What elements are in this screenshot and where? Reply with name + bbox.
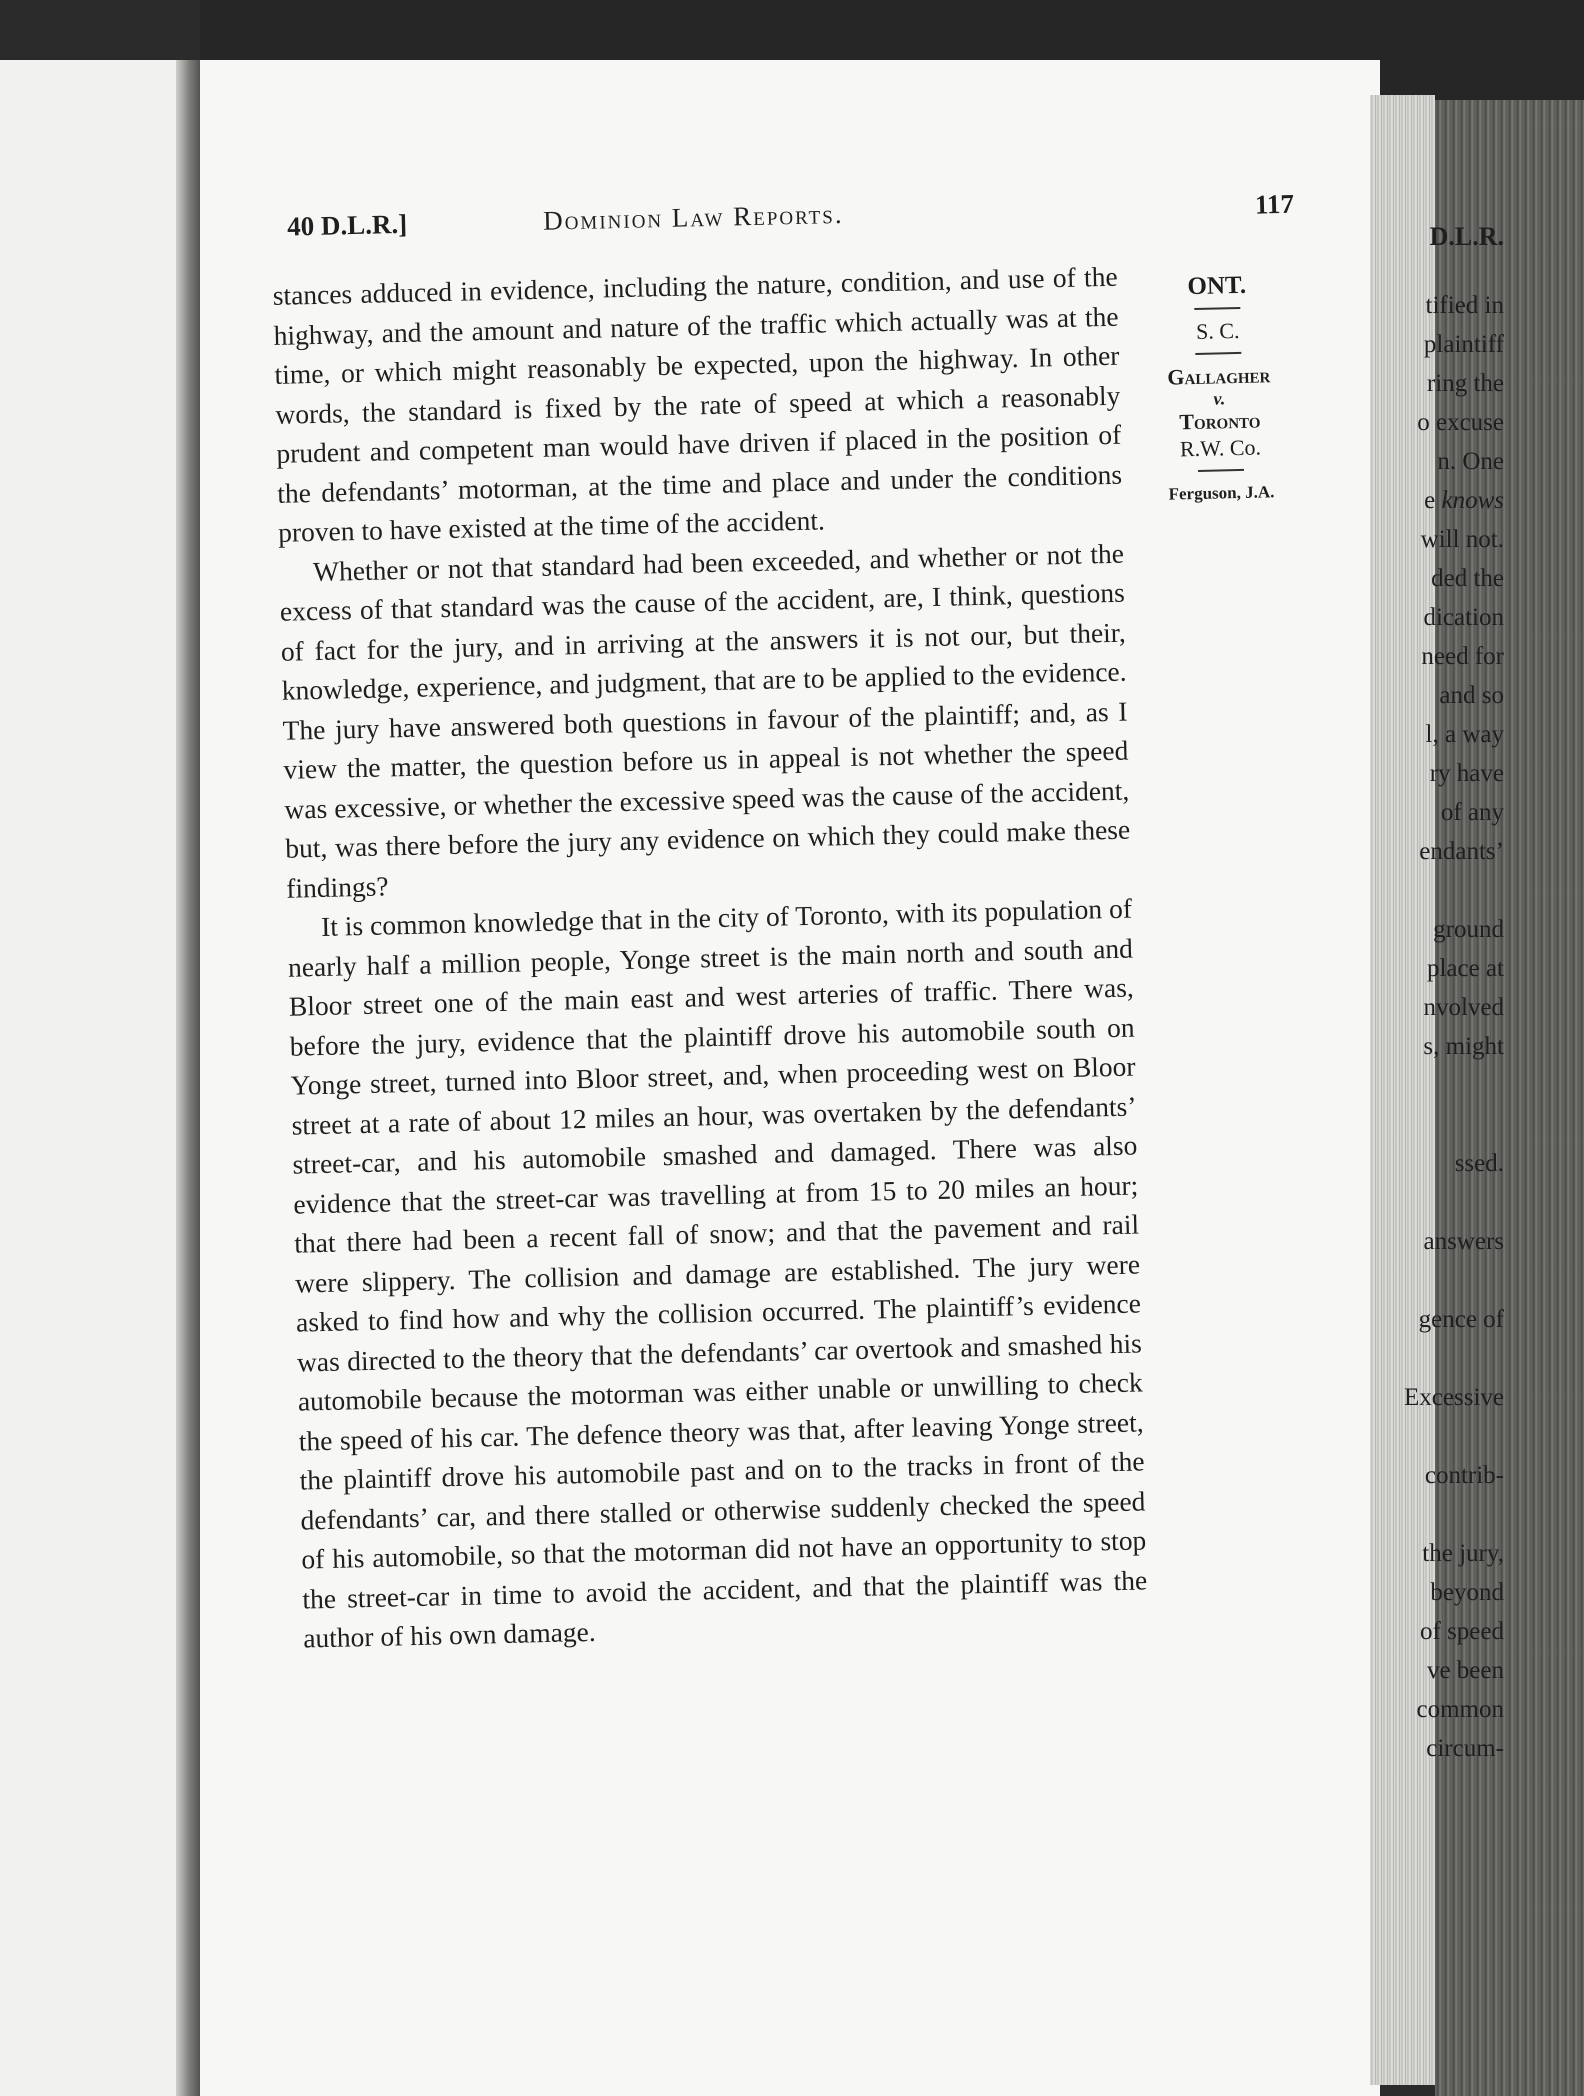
left-page-line: ssed.	[1454, 1150, 1504, 1177]
left-page-line: nvolved	[1423, 994, 1504, 1021]
left-page-line: ring the	[1426, 370, 1504, 397]
left-page-line: dication	[1423, 604, 1504, 631]
left-page-line: beyond	[1430, 1579, 1504, 1606]
left-page-line: common	[1416, 1696, 1504, 1723]
left-page-line: gence of	[1418, 1306, 1504, 1333]
margin-party2: Toronto	[1179, 407, 1261, 435]
left-page-line: of speed	[1420, 1618, 1504, 1645]
left-page-line: l, a way	[1425, 721, 1504, 748]
left-page-line: ry have	[1429, 760, 1504, 787]
left-page-line: e knows	[1424, 487, 1504, 514]
paragraph: It is common knowledge that in the city of Toronto, with its population of nearly half a million people, Yonge street is the main north and south and Bloor street one of the main east and west arteries of traffic. There was, before the jury, evidence that the plaintiff drove his automobile south on Yonge street, turned into Bloor street, and, when proceeding west on Bloor street at a rate of about 12 miles an hour, was overtaken by the defendants’ street-car, and his automobile smashed and damaged. There was also evidence that the street-car was travelling at from 15 to 20 miles an hour; that there had been a recent fall of snow; and that the pavement and rail were slippery. The collision and damage are established. The jury were asked to find how and why the collision occurred. The plaintiff’s evidence was directed to the theory that the defendants’ car overtook and smashed his automobile because the motorman was either unable or unwilling to check the speed of his car. The defence theory was that, after leaving Yonge street, the plaintiff drove his automobile past and on to the tracks in front of the defendants’ car, and there stalled or otherwise suddenly checked the speed of his automobile, so that the motorman did not have an opportunity to stop the street-car in time to avoid the accident, and that the plaintiff was the author of his own damage.	[287, 892, 1148, 1654]
margin-court: S. C.	[1195, 317, 1240, 344]
paragraph: Whether or not that standard had been exceeded, and whether or not the excess of that standard was the cause of the accident, are, I think, questions of fact for the jury, and in arriving at the answers it is not our, but their, knowledge, experience, and judgment, that are to be applied to the evidence. The jury have answered both questions in favour of the plaintiff; and, as I view the matter, the question before us in appeal is not whether the speed was excessive, or whether the excessive speed was the cause of the accident, but, was there before the jury any evidence on which they could make these findings?	[279, 537, 1131, 904]
margin-versus: v.	[1213, 388, 1226, 409]
left-page-line: will not.	[1420, 526, 1504, 553]
running-head-volume: 40 D.L.R.]	[286, 208, 408, 242]
margin-rule	[1195, 352, 1241, 355]
margin-party1: Gallagher	[1167, 362, 1271, 390]
running-head-title: Dominion Law Reports.	[542, 198, 844, 236]
page-edges	[1370, 95, 1435, 2085]
paragraph: stances adduced in evidence, including the nature, condition, and use of the highway, and the amount and nature of the traffic which actually was at the time, or which might reasonably be expected, upon the highway. In other words, the standard is fixed by the rate of speed at which a reasonably prudent and competent man would have driven if placed in the position of the defendants’ motorman, at the time and place and under the conditions proven to have existed at the time of the accident.	[272, 260, 1123, 548]
left-page-line: s, might	[1423, 1033, 1504, 1060]
left-page-line: n. One	[1437, 448, 1504, 475]
left-page-line: of any	[1440, 799, 1504, 826]
left-page-line: ve been	[1426, 1657, 1504, 1684]
left-page-line: place at	[1426, 955, 1504, 982]
left-page-line: and so	[1439, 682, 1504, 709]
left-page-line: endants’	[1419, 838, 1504, 865]
margin-note	[1147, 271, 1292, 508]
left-page-line: contrib-	[1424, 1462, 1504, 1489]
left-page-line: ded the	[1431, 565, 1504, 592]
left-page-line: the jury,	[1422, 1540, 1504, 1567]
left-page-line: tified in	[1425, 292, 1504, 319]
page-number: 117	[1254, 188, 1295, 220]
left-page-line: answers	[1423, 1228, 1504, 1255]
margin-judge: Ferguson, J.A.	[1168, 482, 1275, 504]
left-page	[0, 60, 182, 2096]
left-page-line: o excuse	[1417, 409, 1504, 436]
margin-rule	[1194, 307, 1240, 310]
margin-province: ONT.	[1187, 271, 1247, 301]
left-page-line: plaintiff	[1423, 331, 1504, 358]
left-page-header: D.L.R.	[1429, 222, 1504, 251]
left-page-line: circum-	[1426, 1735, 1504, 1762]
left-page-line: need for	[1421, 643, 1504, 670]
body-text	[272, 257, 1148, 1658]
margin-party2b: R.W. Co.	[1179, 434, 1262, 462]
left-page-line: ground	[1433, 916, 1504, 943]
book-block	[1435, 100, 1584, 2096]
margin-rule	[1198, 469, 1244, 472]
left-page-line: Excessive	[1404, 1384, 1504, 1411]
